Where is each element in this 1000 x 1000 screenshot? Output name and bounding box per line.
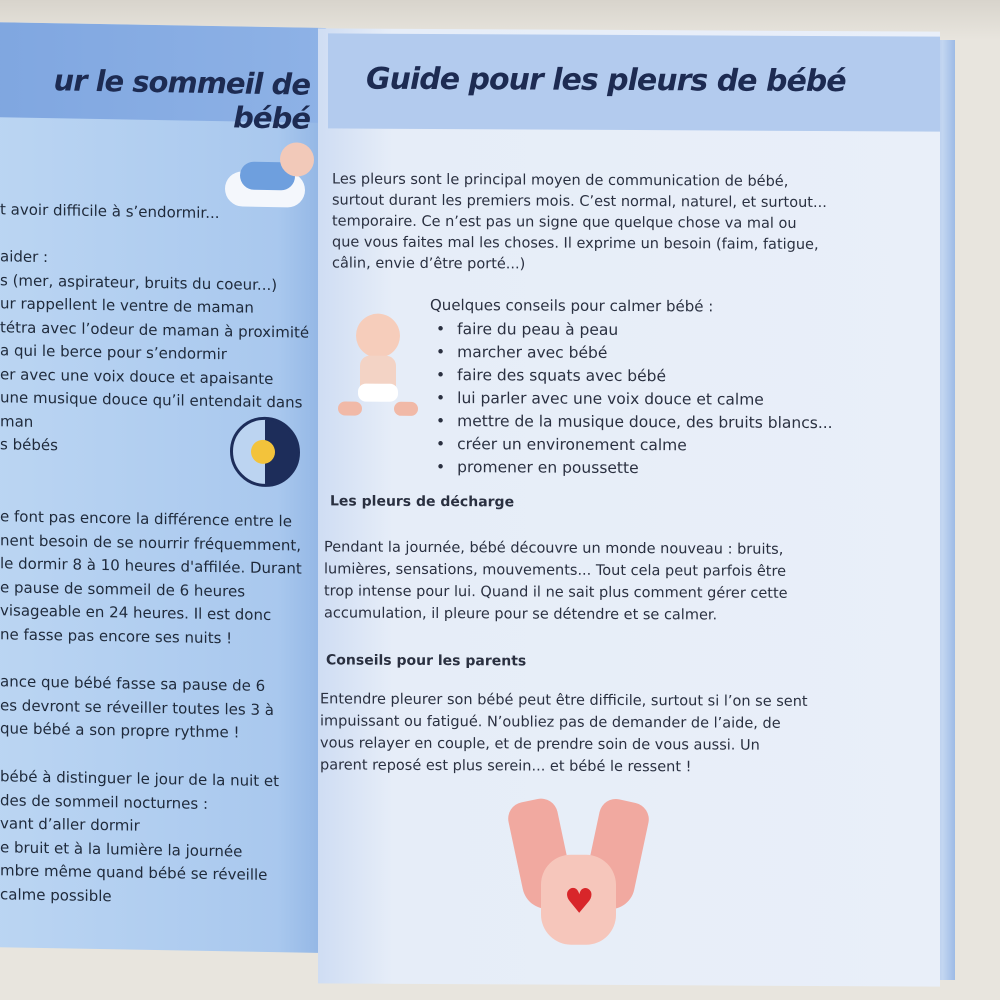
tips-heading: Quelques conseils pour calmer bébé :: [430, 295, 714, 316]
left-page-title: ur le sommeil de bébé: [53, 63, 310, 136]
tip-item: • créer un environement calme: [436, 433, 833, 458]
text-line: calme possible: [0, 884, 112, 905]
intro-line: câlin, envie d’être porté...): [332, 255, 526, 273]
text-line: es devront se réveiller toutes les 3 à: [0, 695, 274, 719]
text-line: nent besoin de se nourrir fréquemment,: [0, 530, 301, 555]
left-page: [0, 22, 330, 953]
body-line: parent reposé est plus serein... et bébé le ressent !: [320, 757, 692, 776]
body-line: vous relayer en couple, et de prendre soin de vous aussi. Un: [320, 735, 760, 754]
tip-item: • faire du peau à peau: [436, 318, 833, 343]
intro-line: temporaire. Ce n’est pas un signe que quelque chose va mal ou: [332, 213, 797, 232]
text-line: [0, 224, 330, 230]
text-line: e font pas encore la différence entre le: [0, 507, 292, 531]
intro-line: surtout durant les premiers mois. C’est normal, naturel, et surtout...: [332, 192, 827, 212]
text-line: ur rappellent le ventre de maman: [0, 294, 254, 317]
text-line: une musique douce qu’il entendait dans: [0, 388, 303, 412]
section-heading-parents: Conseils pour les parents: [326, 652, 527, 670]
text-line: man: [0, 411, 34, 431]
text-line: s (mer, aspirateur, bruits du coeur...): [0, 270, 278, 294]
text-line: le dormir 8 à 10 heures d'affilée. Durant: [0, 554, 302, 578]
crying-baby-illustration: [338, 313, 418, 423]
intro-line: que vous faites mal les choses. Il exprime un besoin (faim, fatigue,: [332, 234, 819, 253]
hands-heart-illustration: ♥: [516, 799, 641, 945]
right-page: [318, 28, 940, 986]
text-line: tétra avec l’odeur de maman à proximité: [0, 317, 310, 342]
text-line: ance que bébé fasse sa pause de 6: [0, 672, 266, 695]
text-line: e bruit et à la lumière la journée: [0, 837, 243, 861]
text-line: des de sommeil nocturnes :: [0, 790, 208, 813]
body-line: trop intense pour lui. Quand il ne sait plus comment gérer cette: [324, 583, 788, 602]
text-line: mbre même quand bébé se réveille: [0, 861, 268, 884]
tip-item: • marcher avec bébé: [436, 341, 833, 366]
tip-item: • promener en poussette: [436, 456, 833, 481]
text-line: visageable en 24 heures. Il est donc: [0, 601, 272, 625]
text-line: ne fasse pas encore ses nuits !: [0, 624, 233, 647]
text-line: a qui le berce pour s’endormir: [0, 341, 227, 364]
text-line: que bébé a son propre rythme !: [0, 719, 240, 742]
section-heading-decharge: Les pleurs de décharge: [330, 493, 515, 511]
text-line: t avoir difficile à s’endormir...: [0, 200, 220, 223]
body-line: accumulation, il pleure pour se détendre et se calmer.: [324, 605, 718, 624]
tip-item: • lui parler avec une voix douce et calme: [436, 387, 833, 412]
tip-item: • faire des squats avec bébé: [436, 364, 833, 389]
body-line: lumières, sensations, mouvements... Tout cela peut parfois être: [324, 561, 787, 580]
tips-list: [436, 318, 833, 481]
intro-line: Les pleurs sont le principal moyen de communication de bébé,: [332, 171, 789, 190]
text-line: e pause de sommeil de 6 heures: [0, 577, 246, 601]
tip-item: • mettre de la musique douce, des bruits blancs...: [436, 410, 833, 435]
body-line: impuissant ou fatigué. N’oubliez pas de demander de l’aide, de: [320, 713, 781, 732]
right-page-title: Guide pour les pleurs de bébé: [366, 61, 846, 100]
body-line: Entendre pleurer son bébé peut être difficile, surtout si l’on se sent: [320, 691, 808, 710]
text-line: aider :: [0, 247, 49, 267]
text-line: bébé à distinguer le jour de la nuit et: [0, 767, 280, 791]
text-line: s bébés: [0, 435, 58, 455]
text-line: er avec une voix douce et apaisante: [0, 364, 274, 388]
text-line: vant d’aller dormir: [0, 814, 140, 835]
body-line: Pendant la journée, bébé découvre un monde nouveau : bruits,: [324, 539, 784, 558]
